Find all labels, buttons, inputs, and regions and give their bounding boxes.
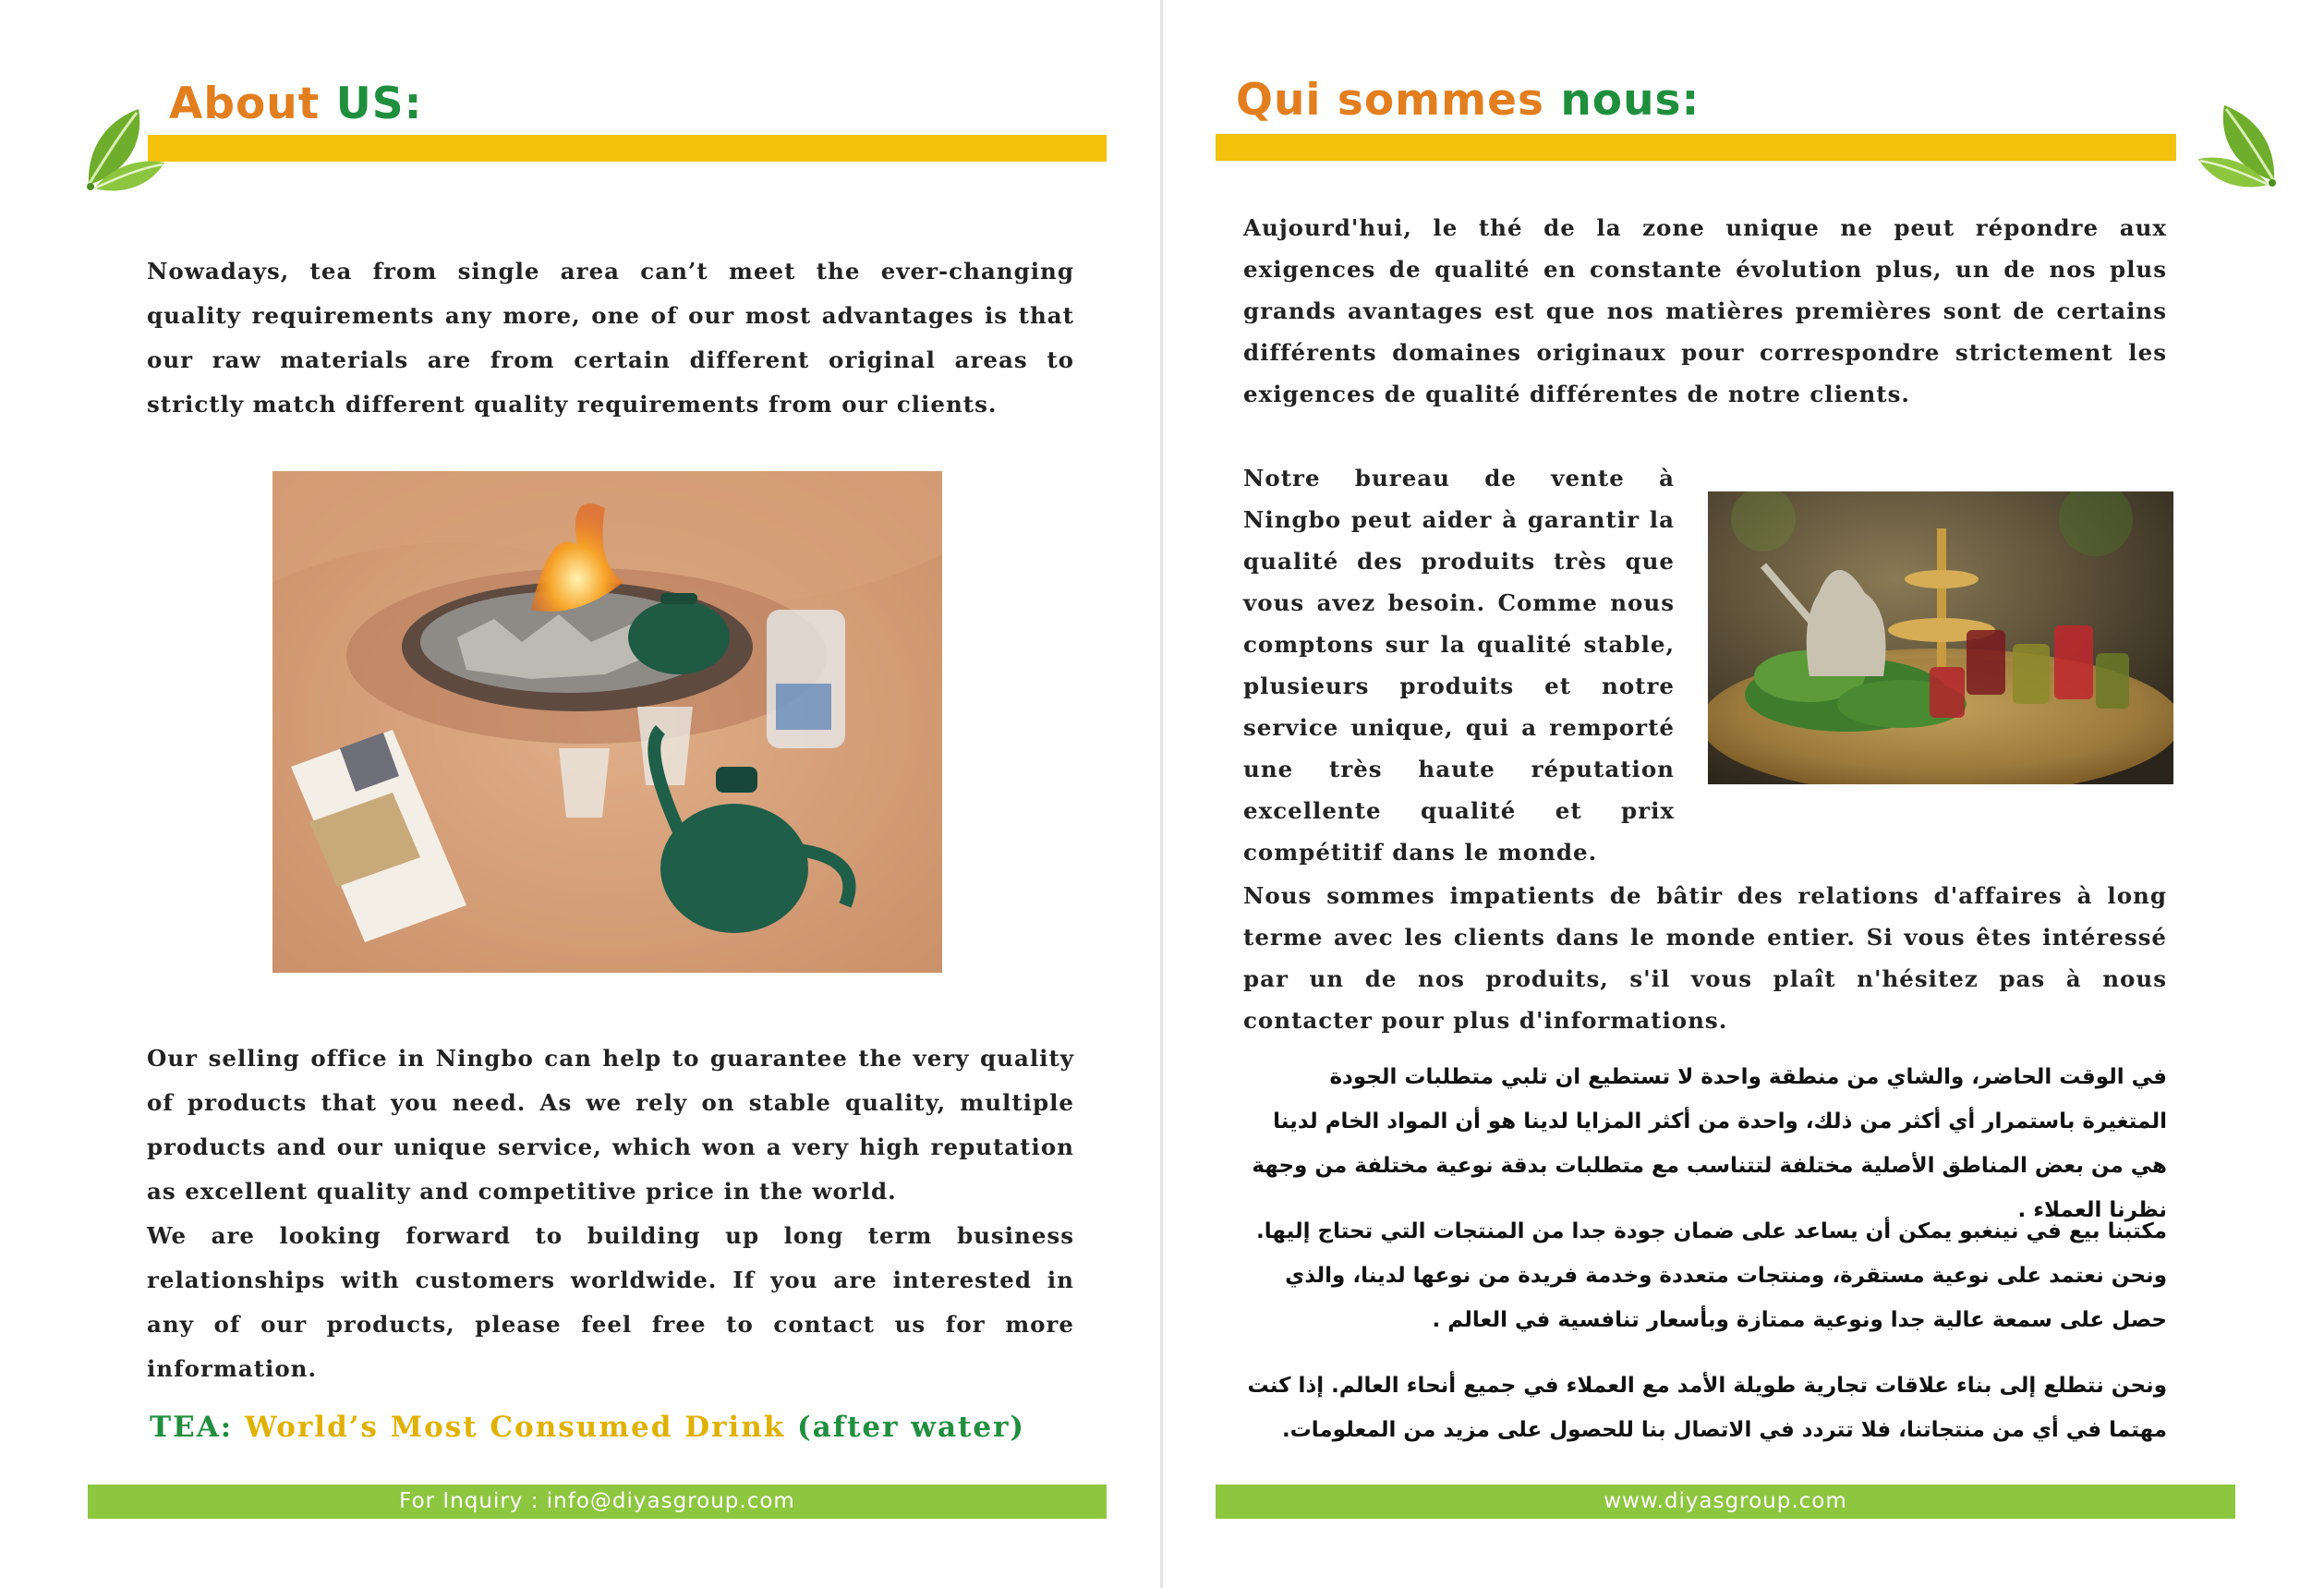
desert-tea-photo [272, 471, 942, 973]
office-paragraph: Our selling office in Ningbo can help to guarantee the very quality of products that you need. As we rely on stable quality, multiple products and our unique service, which won a very high reputation as excellent quality and competitive price in the world. [147, 1045, 1074, 1205]
tagline-part-2: World’s Most Consumed Drink [245, 1411, 798, 1444]
title-part-1: About [169, 79, 336, 129]
footer-bar [1216, 1485, 2235, 1519]
page-title [169, 72, 422, 137]
title-part-1: Qui sommes [1236, 75, 1561, 126]
tagline-part-1: TEA: [150, 1411, 245, 1444]
intro-paragraph: Nowadays, tea from single area can’t meet the ever-changing quality requirements any more, one of our most advantages is that our raw materials are from certain different original areas to strictly match different quality requirements from our clients. [147, 258, 1074, 418]
website-link[interactable]: www.diyasgroup.com [1604, 1489, 1847, 1513]
arabic-intro-paragraph: في الوقت الحاضر، والشاي من منطقة واحدة لا تستطيع ان تلبي متطلبات الجودة المتغيرة باستمرار أي أكثر من ذلك، واحدة من أكثر المزايا لدينا هو أن المواد الخام لدينا هي من بعض المناطق الأصلية مختلفة لتتناسب مع متطلبات بدقة نوعية مختلفة من وجهة نظرنا العملاء . [1252, 1065, 2167, 1222]
title-part-2: nous: [1560, 75, 1701, 126]
tea-leaf-icon [79, 103, 168, 196]
contact-paragraph: Nous sommes impatients de bâtir des relations d'affaires à long terme avec les clients dans le monde entier. Si vous êtes intéressé par un de nos produits, s'il vous plaît n'hésitez pas à nous contacter pour plus d'informations. [1243, 882, 2167, 1034]
intro-paragraph: Aujourd'hui, le thé de la zone unique ne peut répondre aux exigences de qualité en constante évolution plus, un de nos plus grands avantages est que nos matières premières sont de certains différents domaines originaux pour correspondre strictement les exigences de qualité différentes de notre clients. [1243, 214, 2167, 407]
title-part-2: US: [335, 79, 423, 129]
contact-paragraph: We are looking forward to building up long term business relationships with customers worldwide. If you are interested in any of our products, please feel free to contact us for more information. [147, 1222, 1074, 1382]
brochure-page-french-arabic [1162, 0, 2324, 1588]
page-title [1236, 68, 1700, 133]
inquiry-email[interactable]: For Inquiry : info@diyasgroup.com [399, 1489, 795, 1513]
mint-tea-photo [1708, 491, 2173, 784]
footer-bar [88, 1485, 1107, 1519]
header-bar [1216, 134, 2176, 161]
tagline [150, 1411, 1025, 1444]
arabic-contact-paragraph: ونحن نتطلع إلى بناء علاقات تجارية طويلة الأمد مع العملاء في جميع أنحاء العالم. إذا كنت مهتما في أي من منتجاتنا، فلا تتردد في الاتصال بنا للحصول على مزيد من المعلومات. [1247, 1374, 2167, 1442]
arabic-office-paragraph: مكتبنا بيع في نينغبو يمكن أن يساعد على ضمان جودة جدا من المنتجات التي تحتاج إليها. ونحن نعتمد على نوعية مستقرة، ومنتجات متعددة وخدمة فريدة من نوعها لدينا، والذي حصل على سمعة عالية جدا ونوعية ممتازة وبأسعار تنافسية في العالم . [1256, 1219, 2167, 1332]
header-bar [148, 135, 1107, 162]
office-paragraph: Notre bureau de vente à Ningbo peut aider à garantir la qualité des produits très que vous avez besoin. Comme nous comptons sur la qualité stable, plusieurs produits et notre service unique, qui a remporté une très haute réputation excellente qualité et prix compétitif dans le monde. [1243, 465, 1675, 866]
tea-leaf-icon [2195, 100, 2283, 192]
tagline-part-3: (after water) [797, 1411, 1026, 1444]
